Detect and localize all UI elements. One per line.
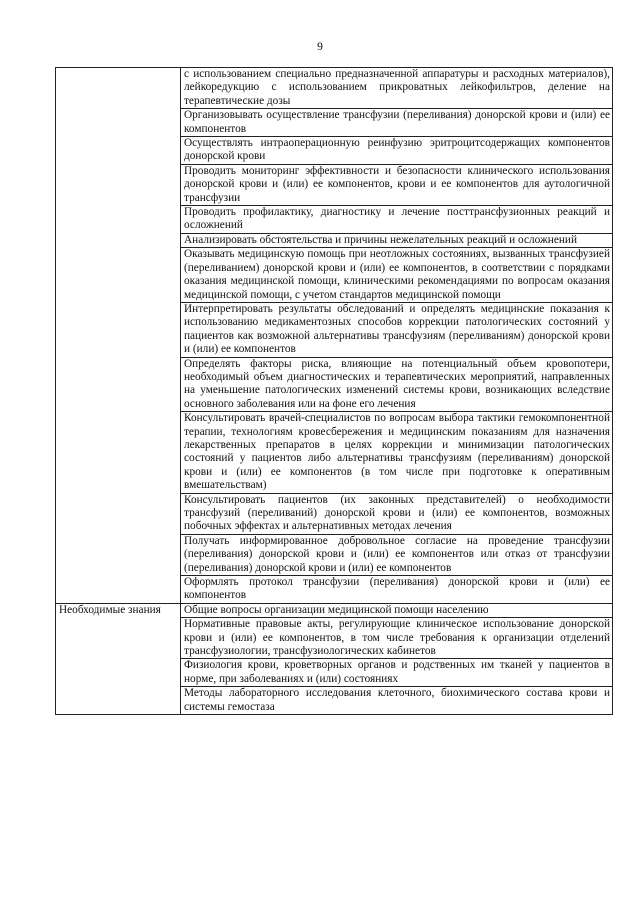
- knowledge-cell: Нормативные правовые акты, регулирующие клиническое использование донорской крови и (или) ее компонентов, в том числе требования к организации отделений трансфузиологии, трансфузиологических кабинетов: [181, 618, 613, 659]
- page-number: 9: [317, 41, 323, 53]
- action-cell: Анализировать обстоятельства и причины нежелательных реакций и осложнений: [181, 233, 613, 247]
- action-cell: Оформлять протокол трансфузии (переливания) донорской крови и (или) ее компонентов: [181, 576, 613, 604]
- competency-table: [55, 67, 613, 715]
- table-row: [56, 68, 613, 109]
- action-cell: Определять факторы риска, влияющие на потенциальный объем кровопотери, необходимый объем диагностических и терапевтических мероприятий, направленных на уменьшение патологических изменений системы крови, возникающих вследствие основного заболевания или на фоне его лечения: [181, 357, 613, 412]
- action-cell: Осуществлять интраоперационную реинфузию эритроцитсодержащих компонентов донорской крови: [181, 137, 613, 165]
- section-label: Необходимые знания: [59, 603, 161, 616]
- knowledge-cell: Физиология крови, кроветворных органов и родственных им тканей у пациентов в норме, при заболеваниях и (или) состояниях: [181, 659, 613, 687]
- action-cell: Проводить профилактику, диагностику и лечение посттрансфузионных реакций и осложнений: [181, 206, 613, 234]
- action-cell: Организовывать осуществление трансфузии (переливания) донорской крови и (или) ее компонентов: [181, 109, 613, 137]
- action-cell: Консультировать врачей-специалистов по вопросам выбора тактики гемокомпонентной терапии, технологиям кровесбережения и медицинским показаниям для назначения лекарственных препаратов в целях коррекции и минимизации патологических состояний у пациентов либо альтернативы трансфузиям (переливаниям) донорской крови и (или) ее компонентов (в том числе при подготовке к оперативным вмешательствам): [181, 412, 613, 493]
- knowledge-cell: Методы лабораторного исследования клеточного, биохимического состава крови и системы гемостаза: [181, 687, 613, 715]
- actions-label-cell: [56, 68, 181, 604]
- knowledge-cell: Общие вопросы организации медицинской помощи населению: [181, 603, 613, 617]
- action-cell: Консультировать пациентов (их законных представителей) о необходимости трансфузий (переливаний) донорской крови и (или) ее компонентов, возможных побочных эффектах и альтернативных методах лечения: [181, 493, 613, 534]
- table-row: [56, 603, 613, 617]
- action-cell: Интерпретировать результаты обследований и определять медицинские показания к использованию медикаментозных способов коррекции патологических состояний у пациентов как возможной альтернативы трансфузиям (переливаниям) донорской крови и (или) ее компонентов: [181, 302, 613, 357]
- knowledge-label-cell: [56, 603, 181, 714]
- action-cell: с использованием специально предназначенной аппаратуры и расходных материалов), лейкоредукцию с использованием прикроватных лейкофильтров, деление на терапевтические дозы: [181, 68, 613, 109]
- action-cell: Проводить мониторинг эффективности и безопасности клинического использования донорской крови и (или) ее компонентов, крови и ее компонентов для аутологичной трансфузии: [181, 164, 613, 205]
- action-cell: Получать информированное добровольное согласие на проведение трансфузии (переливания) донорской крови и (или) ее компонентов или отказ от трансфузии (переливания) донорской крови и (или) ее компонентов: [181, 534, 613, 575]
- action-cell: Оказывать медицинскую помощь при неотложных состояниях, вызванных трансфузией (переливанием) донорской крови и (или) ее компонентов, в соответствии с порядками оказания медицинской помощи, клиническими рекомендациями по вопросам оказания медицинской помощи, с учетом стандартов медицинской помощи: [181, 248, 613, 303]
